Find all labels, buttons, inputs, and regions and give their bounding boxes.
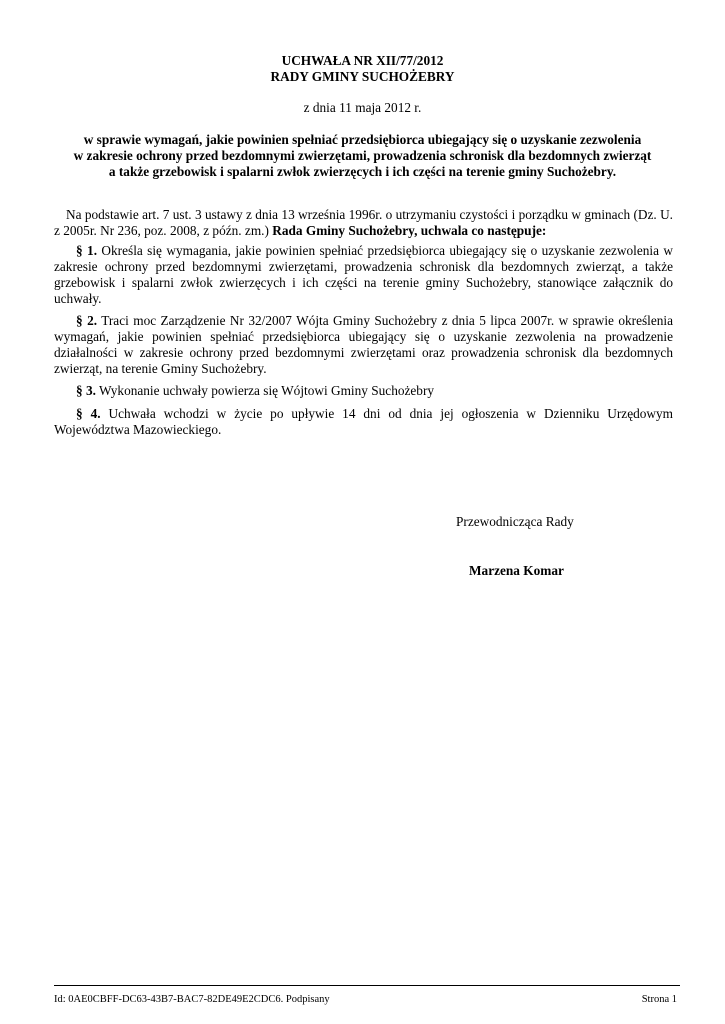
signature-role: Przewodnicząca Rady — [456, 514, 574, 529]
section-label: § 3. — [76, 383, 96, 398]
section-paragraph — [54, 383, 673, 399]
section-text: Traci moc Zarządzenie Nr 32/2007 Wójta Gminy Suchożebry z dnia 5 lipca 2007r. w sprawie określenia wymagań, jakie powinien spełniać przedsiębiorca ubiegający się o uzyskanie zezwolenia na prowadzenie działalności w zakresie ochrony przed bezdomnymi zwierzętami oraz prowadzenia schronisk dla bezdomnych zwierząt, na terenie Gminy Suchożebry. — [54, 313, 673, 376]
resolution-date: z dnia 11 maja 2012 r. — [303, 100, 422, 115]
section-label: § 1. — [76, 243, 98, 258]
section-paragraph — [54, 406, 673, 438]
subject-line: w sprawie wymagań, jakie powinien spełniać przedsiębiorca ubiegający się o uzyskanie zezwolenia — [83, 132, 642, 147]
page-number: Strona 1 — [641, 994, 677, 1005]
legal-basis-bold: Rada Gminy Suchożebry, uchwala co następuje: — [272, 223, 547, 238]
document-id: Id: 0AE0CBFF-DC63-43B7-BAC7-82DE49E2CDC6. Podpisany — [54, 994, 330, 1005]
signature-name: Marzena Komar — [469, 563, 564, 578]
council-name: RADY GMINY SUCHOŻEBRY — [270, 69, 455, 84]
section-text: Wykonanie uchwały powierza się Wójtowi Gminy Suchożebry — [95, 383, 435, 398]
resolution-subject — [0, 132, 725, 180]
legal-basis-paragraph — [54, 207, 673, 239]
footer-divider — [54, 985, 680, 986]
section-label: § 4. — [76, 406, 101, 421]
legal-basis-text: Na podstawie art. 7 ust. 3 ustawy z dnia 13 września 1996r. o utrzymaniu czystości i porządku w gminach (Dz. U. z 2005r. Nr 236, poz. 2008, z późn. zm.) — [54, 207, 673, 238]
section-paragraph — [54, 243, 673, 307]
section-paragraph — [54, 313, 673, 377]
resolution-number: UCHWAŁA NR XII/77/2012 — [281, 53, 444, 68]
section-text: Uchwała wchodzi w życie po upływie 14 dni od dnia jej ogłoszenia w Dzienniku Urzędowym Województwa Mazowieckiego. — [54, 406, 673, 437]
section-label: § 2. — [76, 313, 98, 328]
subject-line: w zakresie ochrony przed bezdomnymi zwierzętami, prowadzenia schronisk dla bezdomnych zwierząt — [73, 148, 652, 163]
section-text: Określa się wymagania, jakie powinien spełniać przedsiębiorca ubiegający się o uzyskanie zezwolenia w zakresie ochrony przed bezdomnymi zwierzętami, prowadzenia schronisk dla bezdomnych zwierząt, a także grzebowisk i spalarni zwłok zwierzęcych i ich części na terenie gminy Suchożebry, stanowiące załącznik do uchwały. — [54, 243, 673, 306]
subject-line: a także grzebowisk i spalarni zwłok zwierzęcych i ich części na terenie gminy Suchożebry. — [108, 164, 617, 179]
resolution-title — [0, 53, 725, 85]
